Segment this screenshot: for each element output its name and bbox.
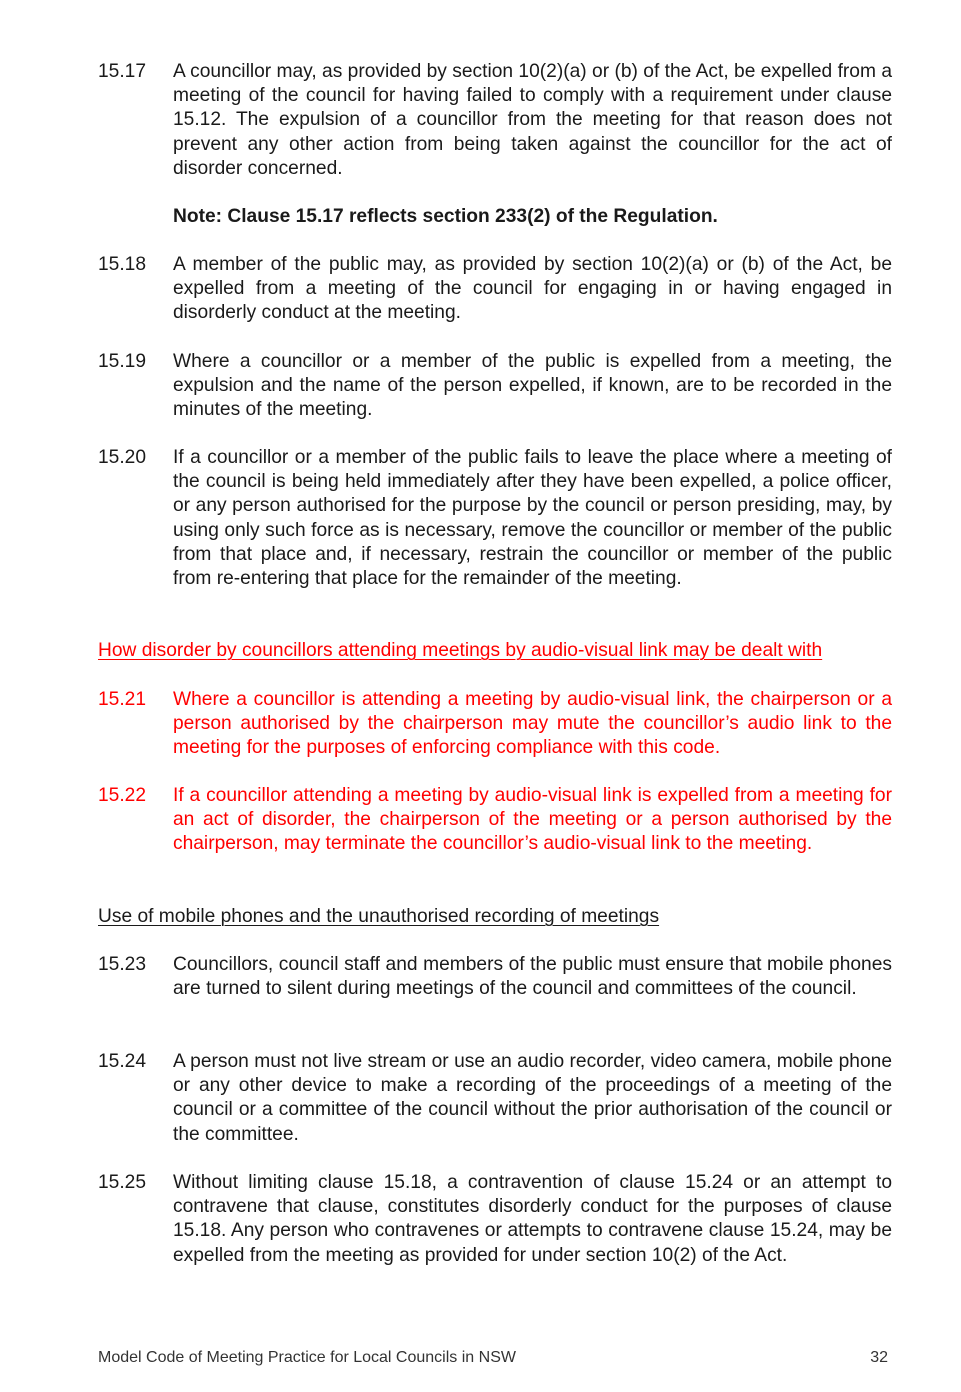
clause-text: A councillor may, as provided by section 10(2)(a) or (b) of the Act, be expelled from a meeting of the council for having failed to comply with a requirement under clause 15.12. The expulsion of a councillor from the meeting for that reason does not prevent any other action from being taken against the councillor for the act of disorder concerned. [173, 61, 892, 179]
clause-15-18 [98, 253, 892, 326]
clause-number: 15.20 [98, 447, 147, 468]
clause-number: 15.24 [98, 1051, 147, 1072]
clause-number: 15.18 [98, 254, 147, 275]
clause-number: 15.21 [98, 689, 147, 710]
clause-text: A member of the public may, as provided by section 10(2)(a) or (b) of the Act, be expelled from a meeting of the council for engaging in or having engaged in disorderly conduct at the meeting. [173, 254, 892, 324]
clause-15-23 [98, 953, 892, 1001]
clause-text: Councillors, council staff and members of the public must ensure that mobile phones are turned to silent during meetings of the council and committees of the council. [173, 954, 892, 1000]
clause-15-17 [98, 60, 892, 181]
note-clause-15-17: Note: Clause 15.17 reflects section 233(2) of the Regulation. [173, 206, 718, 227]
footer-document-title: Model Code of Meeting Practice for Local Councils in NSW [98, 1349, 516, 1366]
clause-15-25 [98, 1171, 892, 1268]
clause-number: 15.19 [98, 351, 147, 372]
clause-number: 15.22 [98, 785, 147, 806]
clause-text: A person must not live stream or use an audio recorder, video camera, mobile phone or any other device to make a recording of the proceedings of a meeting of the council or a committee of the council without the prior authorisation of the council or the committee. [173, 1051, 892, 1145]
clause-number: 15.25 [98, 1172, 147, 1193]
clause-text: If a councillor attending a meeting by audio-visual link is expelled from a meeting for an act of disorder, the chairperson of the meeting or a person authorised by the chairperson, may terminate the councillor’s audio-visual link to the meeting. [173, 785, 892, 855]
clause-15-22 [98, 784, 892, 857]
clause-text: Without limiting clause 15.18, a contravention of clause 15.24 or an attempt to contravene that clause, constitutes disorderly conduct for the purposes of clause 15.18. Any person who contravenes or attempts to contravene clause 15.24, may be expelled from the meeting as provided for under section 10(2) of the Act. [173, 1172, 892, 1266]
page-number: 32 [870, 1349, 888, 1366]
clause-text: Where a councillor is attending a meeting by audio-visual link, the chairperson or a person authorised by the chairperson may mute the councillor’s audio link to the meeting for the purposes of enforcing compliance with this code. [173, 689, 892, 759]
clause-15-21 [98, 688, 892, 761]
page-footer [98, 1348, 888, 1368]
clause-number: 15.23 [98, 954, 147, 975]
clause-15-19 [98, 350, 892, 423]
clause-text: Where a councillor or a member of the public is expelled from a meeting, the expulsion and the name of the person expelled, if known, are to be recorded in the minutes of the meeting. [173, 351, 892, 421]
clause-15-24 [98, 1050, 892, 1147]
clause-number: 15.17 [98, 61, 147, 82]
section-heading-audio-visual: How disorder by councillors attending meetings by audio-visual link may be dealt with [98, 640, 823, 661]
section-heading-mobile-phones: Use of mobile phones and the unauthorised recording of meetings [98, 906, 660, 927]
clause-text: If a councillor or a member of the public fails to leave the place where a meeting of the council is being held immediately after they have been expelled, a police officer, or any person authorised for the purpose by the council or person presiding, may, by using only such force as is necessary, remove the councillor or member of the public from that place and, if necessary, restrain the councillor or member of the public from re-entering that place for the remainder of the meeting. [173, 447, 892, 590]
clause-15-20 [98, 446, 892, 591]
